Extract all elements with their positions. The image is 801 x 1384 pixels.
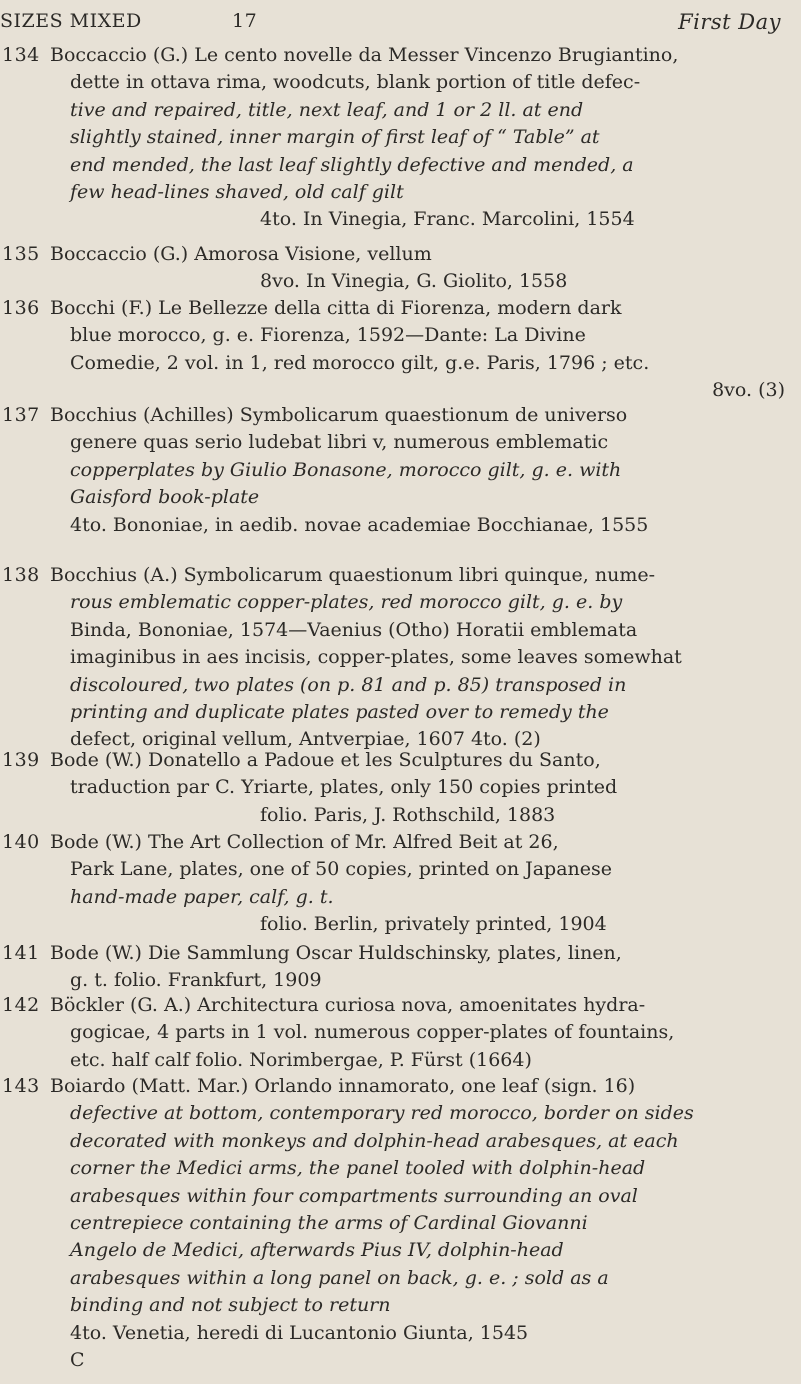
page-header [0,4,801,38]
page-number: 17 [232,10,258,32]
lot-description [50,295,785,405]
lot-text-line: Bode (W.) Die Sammlung Oscar Huldschinsky, plates, linen, [50,942,622,964]
lot-entry [0,295,801,405]
lot-entry [0,42,801,234]
lot-text-line: decorated with monkeys and dolphin-head arabesques, at each [70,1129,679,1152]
lot-text-line: blue morocco, g. e. Fiorenza, 1592—Dante: La Divine [70,324,586,347]
lot-description [50,992,785,1074]
lot-text-line: Angelo de Medici, afterwards Pius IV, dolphin-head [70,1239,564,1262]
lot-text-line: slightly stained, inner margin of first leaf of “ Table” at [70,126,600,149]
lot-text-line: Bode (W.) The Art Collection of Mr. Alfred Beit at 26, [50,831,559,853]
lot-text-line: defect, original vellum, Antverpiae, 1607 4to. (2) [70,728,541,751]
lot-text-line: 8vo. (3) [712,379,785,402]
lot-text-line: folio. Paris, J. Rothschild, 1883 [260,803,556,826]
lot-text-line: Park Lane, plates, one of 50 copies, printed on Japanese [70,858,613,881]
lot-text-line: Bode (W.) Donatello a Padoue et les Sculptures du Santo, [50,749,601,771]
lot-entry [0,402,801,539]
lot-text-line: 4to. Venetia, heredi di Lucantonio Giunta, 1545 [70,1321,529,1344]
lot-text-line: C [70,1348,85,1371]
lot-number: 142 [2,994,40,1016]
lot-text-line: arabesques within four compartments surrounding an oval [70,1184,638,1207]
lot-text-line: Comedie, 2 vol. in 1, red morocco gilt, g.e. Paris, 1796 ; etc. [70,351,650,374]
lot-number: 138 [2,564,40,586]
lot-description [50,562,785,754]
lot-text-line: printing and duplicate plates pasted over to remedy the [70,700,609,723]
lot-number: 139 [2,749,40,771]
lot-text-line: dette in ottava rima, woodcuts, blank portion of title defec- [70,71,641,94]
lot-description [50,829,785,939]
lot-number: 134 [2,44,40,66]
lot-entry [0,1073,801,1374]
lot-description [50,1073,785,1374]
lot-text-line: 8vo. In Vinegia, G. Giolito, 1558 [260,270,568,293]
lot-text-line: genere quas serio ludebat libri v, numerous emblematic [70,431,609,454]
lot-text-line: corner the Medici arms, the panel tooled with dolphin-head [70,1157,646,1180]
lot-text-line: arabesques within a long panel on back, g. e. ; sold as a [70,1266,609,1289]
lot-text-line: copperplates by Giulio Bonasone, morocco gilt, g. e. with [70,458,622,481]
lot-entry [0,940,801,995]
lot-description [50,940,785,995]
lot-text-line: g. t. folio. Frankfurt, 1909 [70,969,322,992]
lot-text-line: imaginibus in aes incisis, copper-plates, some leaves somewhat [70,646,682,669]
lot-entry [0,992,801,1074]
lot-number: 137 [2,404,40,426]
lot-entry [0,747,801,829]
lot-text-line: defective at bottom, contemporary red morocco, border on sides [70,1102,694,1125]
lot-text-line: Boccaccio (G.) Le cento novelle da Messer Vincenzo Brugiantino, [50,44,679,66]
lot-description [50,747,785,829]
lot-entry [0,829,801,939]
header-sale-day: First Day [678,10,781,34]
lot-text-line: Böckler (G. A.) Architectura curiosa nova, amoenitates hydra- [50,994,646,1016]
lot-entry [0,562,801,754]
lot-number: 143 [2,1075,40,1097]
lot-text-line: rous emblematic copper-plates, red morocco gilt, g. e. by [70,591,623,614]
lot-text-line: traduction par C. Yriarte, plates, only 150 copies printed [70,776,618,799]
lot-text-line: Boccaccio (G.) Amorosa Visione, vellum [50,243,432,265]
lot-text-line: Gaisford book-plate [70,486,260,509]
lot-text-line: few head-lines shaved, old calf gilt [70,180,404,203]
lot-entry [0,241,801,296]
lot-description [50,241,785,296]
lot-text-line: Bocchius (A.) Symbolicarum quaestionum libri quinque, nume- [50,564,656,586]
lot-description [50,402,785,539]
header-section-title: SIZES MIXED [0,10,142,32]
lot-number: 135 [2,243,40,265]
lot-number: 141 [2,942,40,964]
lot-text-line: gogicae, 4 parts in 1 vol. numerous copper-plates of fountains, [70,1021,675,1044]
lot-text-line: hand-made paper, calf, g. t. [70,885,334,908]
lot-text-line: discoloured, two plates (on p. 81 and p. 85) transposed in [70,673,627,696]
lot-text-line: Binda, Bononiae, 1574—Vaenius (Otho) Horatii emblemata [70,618,638,641]
lot-text-line: 4to. Bononiae, in aedib. novae academiae Bocchianae, 1555 [70,513,649,536]
lot-text-line: folio. Berlin, privately printed, 1904 [260,913,607,936]
lot-text-line: Boiardo (Matt. Mar.) Orlando innamorato, one leaf (sign. 16) [50,1075,636,1097]
lot-description [50,42,785,234]
lot-number: 136 [2,297,40,319]
lot-text-line: binding and not subject to return [70,1294,391,1317]
lot-text-line: Bocchius (Achilles) Symbolicarum quaestionum de universo [50,404,628,426]
lot-text-line: end mended, the last leaf slightly defective and mended, a [70,153,634,176]
lot-text-line: 4to. In Vinegia, Franc. Marcolini, 1554 [260,208,635,231]
lot-text-line: Bocchi (F.) Le Bellezze della citta di Fiorenza, modern dark [50,297,622,319]
lot-text-line: tive and repaired, title, next leaf, and 1 or 2 ll. at end [70,98,584,121]
lot-number: 140 [2,831,40,853]
lot-text-line: centrepiece containing the arms of Cardinal Giovanni [70,1211,588,1234]
lot-text-line: etc. half calf folio. Norimbergae, P. Fürst (1664) [70,1048,532,1071]
